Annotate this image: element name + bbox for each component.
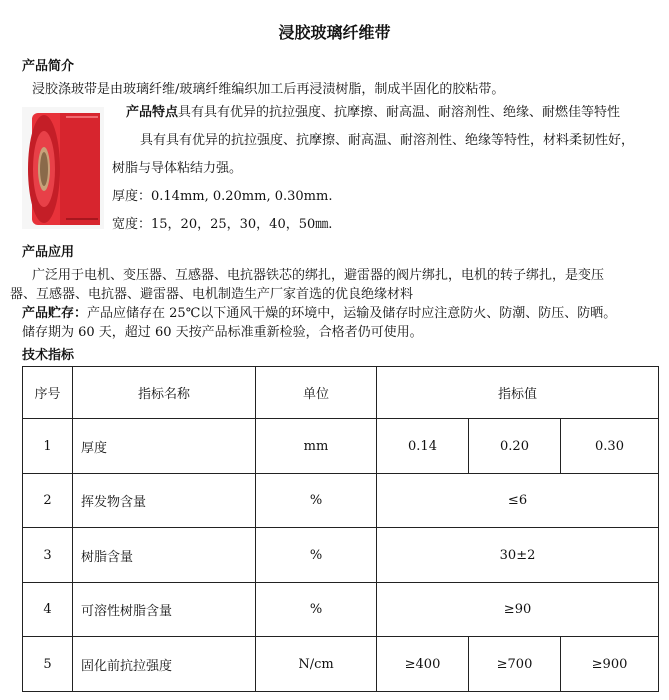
row-name: 固化前抗拉强度 [73, 637, 256, 692]
row-name: 挥发物含量 [73, 473, 256, 528]
row-unit: % [256, 582, 377, 637]
features-line-3: 树脂与导体粘结力强。 [112, 161, 243, 176]
row-no: 5 [23, 637, 73, 692]
specs-heading: 技术指标 [22, 348, 75, 363]
storage-label: 产品贮存： [22, 306, 88, 321]
row-value: 0.20 [469, 419, 561, 474]
storage-line-2: 储存期为 60 天，超过 60 天按产品标准重新检验，合格者仍可使用。 [22, 325, 423, 340]
row-value: ≥700 [469, 637, 561, 692]
application-heading: 产品应用 [22, 245, 75, 260]
features-line-1-text: 具有具有优异的抗拉强度、抗摩擦、耐高温、耐溶剂性、绝缘、耐燃佳等特性 [178, 105, 621, 120]
header-value: 指标值 [377, 367, 659, 419]
row-no: 2 [23, 473, 73, 528]
row-no: 4 [23, 582, 73, 637]
header-no: 序号 [23, 367, 73, 419]
row-unit: N/cm [256, 637, 377, 692]
intro-heading: 产品简介 [22, 59, 75, 74]
row-value: 30±2 [377, 528, 659, 583]
features-line-2: 具有具有优异的抗拉强度、抗摩擦、耐高温、耐溶剂性、绝缘等特性，材料柔韧性好， [140, 133, 635, 148]
row-name: 厚度 [73, 419, 256, 474]
row-value: 0.30 [561, 419, 659, 474]
table-row [23, 582, 659, 637]
application-line-1: 广泛用于电机、变压器、互感器、电抗器铁芯的绑扎，避雷器的阀片绑扎，电机的转子绑扎，是变压 [32, 268, 605, 283]
specs-table [22, 366, 659, 692]
row-value: ≥400 [377, 637, 469, 692]
row-unit: % [256, 528, 377, 583]
application-line-2: 器、互感器、电抗器、避雷器、电机制造生产厂家首选的优良绝缘材料 [10, 287, 414, 302]
row-no: 1 [23, 419, 73, 474]
row-no: 3 [23, 528, 73, 583]
storage-line-1-text: 产品应储存在 25℃以下通风干燥的环境中，运输及储存时应注意防火、防潮、防压、防晒。 [87, 306, 617, 321]
header-name: 指标名称 [73, 367, 256, 419]
thickness-line: 厚度：0.14mm, 0.20mm, 0.30mm. [112, 189, 333, 204]
table-row [23, 528, 659, 583]
intro-text: 浸胶涤玻带是由玻璃纤维/玻璃纤维编织加工后再浸渍树脂，制成半固化的胶粘带。 [32, 82, 505, 97]
row-value: 0.14 [377, 419, 469, 474]
product-image [22, 107, 104, 229]
row-value: ≥90 [377, 582, 659, 637]
table-row [23, 473, 659, 528]
row-value: ≤6 [377, 473, 659, 528]
tape-roll-graphic [22, 107, 104, 229]
page-title: 浸胶玻璃纤维带 [278, 23, 391, 42]
row-name: 可溶性树脂含量 [73, 582, 256, 637]
features-label: 产品特点 [126, 105, 179, 120]
features-line-1 [126, 101, 620, 120]
row-unit: mm [256, 419, 377, 474]
width-line: 宽度：15，20，25，30，40，50㎜. [112, 217, 333, 232]
table-header-row [23, 367, 659, 419]
table-row [23, 419, 659, 474]
row-unit: % [256, 473, 377, 528]
row-name: 树脂含量 [73, 528, 256, 583]
table-row [23, 637, 659, 692]
header-unit: 单位 [256, 367, 377, 419]
storage-line-1 [22, 302, 616, 321]
row-value: ≥900 [561, 637, 659, 692]
